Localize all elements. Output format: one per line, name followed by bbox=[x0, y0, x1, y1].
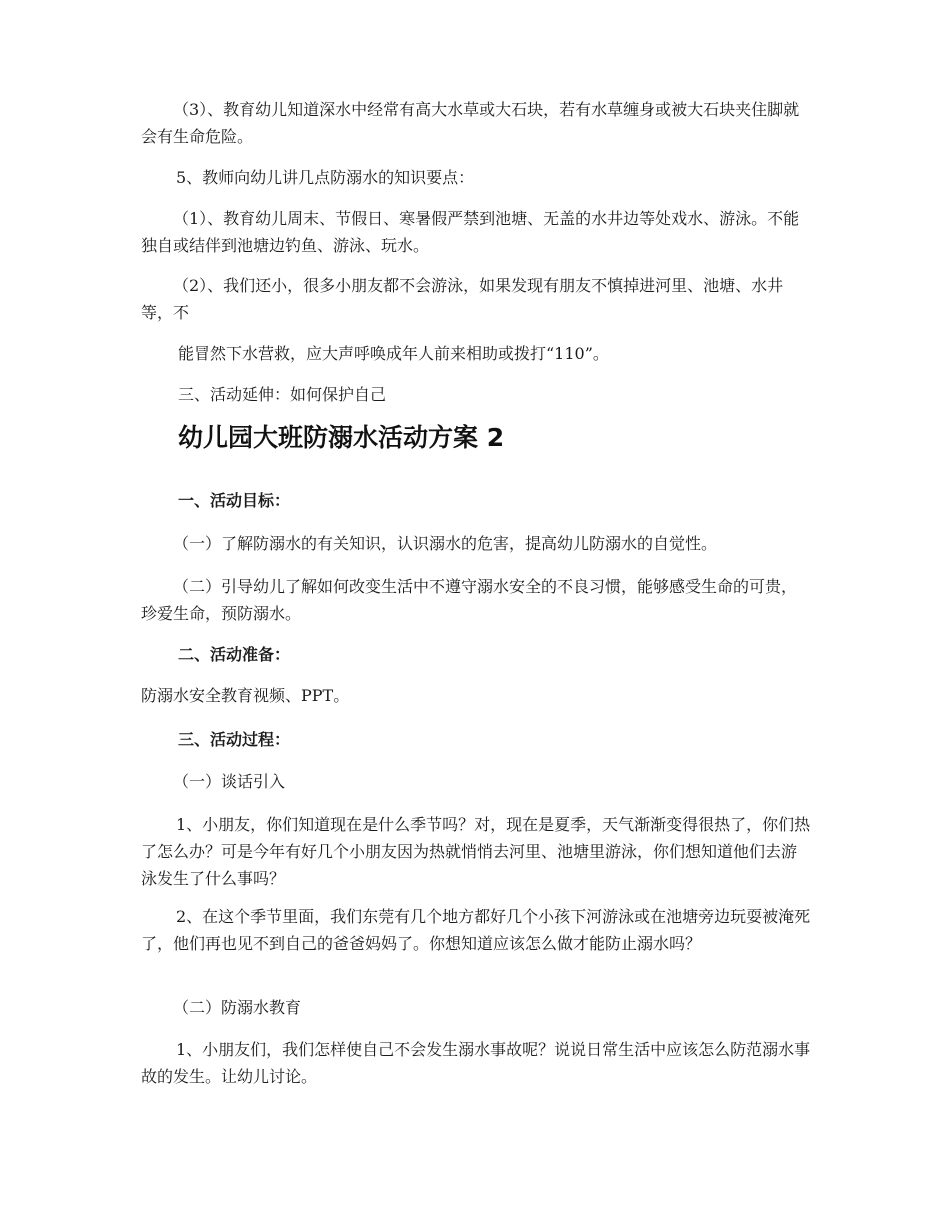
paragraph-goal-2: （二）引导幼儿了解如何改变生活中不遵守溺水安全的不良习惯，能够感受生命的可贵，珍爱生命，预防溺水。 bbox=[141, 577, 798, 623]
paragraph-talk-intro: （一）谈话引入 bbox=[173, 772, 286, 791]
heading-activity-preparation: 二、活动准备： bbox=[178, 645, 291, 664]
paragraph-drowning-education: （二）防溺水教育 bbox=[173, 998, 302, 1017]
paragraph-activity-extension: 三、活动延伸：如何保护自己 bbox=[178, 385, 387, 404]
paragraph-goal-1: （一）了解防溺水的有关知识，认识溺水的危害，提高幼儿防溺水的自觉性。 bbox=[173, 534, 718, 553]
paragraph-preparation: 防溺水安全教育视频、PPT。 bbox=[141, 686, 350, 705]
heading-activity-goals: 一、活动目标： bbox=[178, 491, 291, 510]
paragraph-5-teacher-points: 5、教师向幼儿讲几点防溺水的知识要点： bbox=[176, 168, 475, 187]
paragraph-discussion: 1、小朋友们，我们怎样使自己不会发生溺水事故呢？说说日常生活中应该怎么防范溺水事故的发生。让幼儿讨论。 bbox=[141, 1040, 811, 1086]
paragraph-1-no-swimming: （1）、教育幼儿周末、节假日、寒暑假严禁到池塘、无盖的水井边等处戏水、游泳。不能独自或结伴到池塘边钓鱼、游泳、玩水。 bbox=[141, 209, 800, 255]
paragraph-call-110: 能冒然下水营救，应大声呼唤成年人前来相助或拨打“110”。 bbox=[178, 344, 609, 363]
paragraph-2-friend-fell: （2）、我们还小，很多小朋友都不会游泳，如果发现有朋友不慎掉进河里、池塘、水井等，不 bbox=[141, 276, 784, 322]
heading-activity-process: 三、活动过程： bbox=[178, 730, 291, 749]
section-title: 幼儿园大班防溺水活动方案 2 bbox=[178, 423, 505, 452]
paragraph-season-question: 1、小朋友，你们知道现在是什么季节吗？对，现在是夏季，天气渐渐变得很热了，你们热了怎么办？可是今年有好几个小朋友因为热就悄悄去河里、池塘里游泳，你们想知道他们去游泳发生了什么事吗？ bbox=[141, 815, 811, 888]
paragraph-3-water-weeds: （3）、教育幼儿知道深水中经常有高大水草或大石块，若有水草缠身或被大石块夹住脚就会有生命危险。 bbox=[141, 100, 800, 146]
paragraph-dongguan-incidents: 2、在这个季节里面，我们东莞有几个地方都好几个小孩下河游泳或在池塘旁边玩耍被淹死了，他们再也见不到自己的爸爸妈妈了。你想知道应该怎么做才能防止溺水吗？ bbox=[141, 907, 811, 953]
